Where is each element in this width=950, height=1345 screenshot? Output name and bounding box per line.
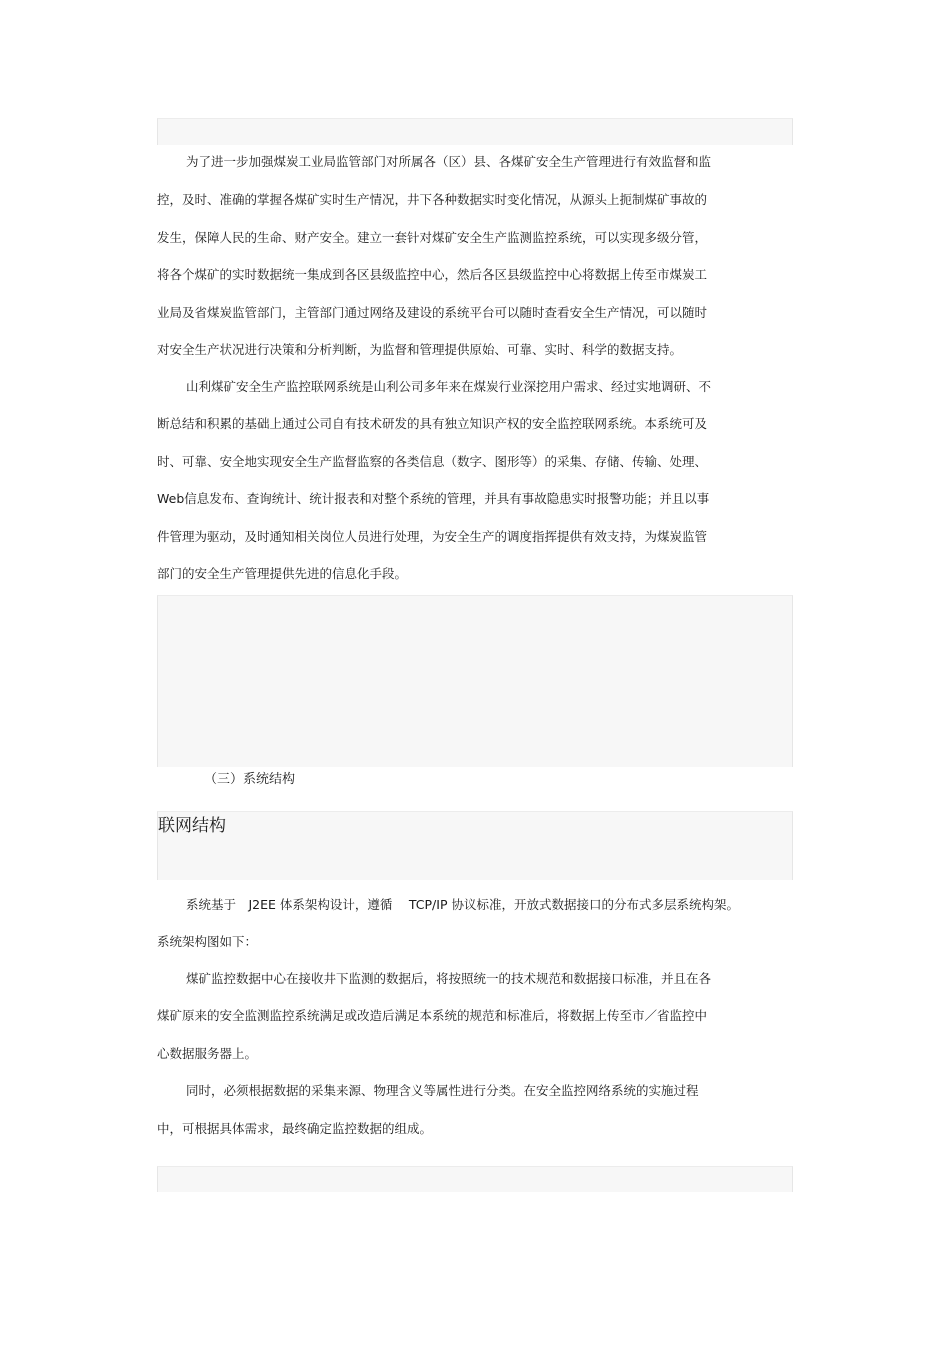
paragraph-5-line: 同时，必须根据数据的采集来源、物理含义等属性进行分类。在安全监控网络系统的实施过程 bbox=[186, 1083, 699, 1098]
paragraph-2-line: 件管理为驱动，及时通知相关岗位人员进行处理，为安全生产的调度指挥提供有效支持，为煤炭监管 bbox=[157, 529, 708, 544]
paragraph-1-line: 将各个煤矿的实时数据统一集成到各区县级监控中心，然后各区县级监控中心将数据上传至市煤炭工 bbox=[157, 267, 708, 282]
image-placeholder-structure bbox=[157, 811, 793, 880]
paragraph-1-line: 为了进一步加强煤炭工业局监管部门对所属各（区）县、各煤矿安全生产管理进行有效监督和监 bbox=[186, 154, 712, 169]
paragraph-4-line: 煤矿监控数据中心在接收井下监测的数据后，将按照统一的技术规范和数据接口标准，并且在各 bbox=[186, 971, 712, 986]
image-placeholder-top bbox=[157, 118, 793, 145]
paragraph-2-line: Web信息发布、查询统计、统计报表和对整个系统的管理，并具有事故隐患实时报警功能；并且以事 bbox=[157, 491, 710, 506]
image-placeholder-bottom bbox=[157, 1166, 793, 1192]
subsection-heading: 联网结构 bbox=[158, 816, 226, 836]
section-heading: （三）系统结构 bbox=[204, 772, 296, 787]
paragraph-2-line: 部门的安全生产管理提供先进的信息化手段。 bbox=[157, 566, 408, 581]
paragraph-2-line: 断总结和积累的基础上通过公司自有技术研发的具有独立知识产权的安全监控联网系统。本系统可及 bbox=[157, 416, 708, 431]
paragraph-5-line: 中，可根据具体需求，最终确定监控数据的组成。 bbox=[157, 1121, 433, 1136]
paragraph-1-line: 发生，保障人民的生命、财产安全。建立一套针对煤矿安全生产监测监控系统，可以实现多级分管， bbox=[157, 230, 708, 245]
paragraph-1-line: 对安全生产状况进行决策和分析判断，为监督和管理提供原始、可靠、实时、科学的数据支持。 bbox=[157, 342, 683, 357]
paragraph-2-line: 山利煤矿安全生产监控联网系统是山利公司多年来在煤炭行业深挖用户需求、经过实地调研、不 bbox=[186, 379, 712, 394]
paragraph-4-line: 煤矿原来的安全监测监控系统满足或改造后满足本系统的规范和标准后，将数据上传至市／省监控中 bbox=[157, 1008, 708, 1023]
paragraph-2-line: 时、可靠、安全地实现安全生产监督监察的各类信息（数字、图形等）的采集、存储、传输、处理、 bbox=[157, 454, 708, 469]
paragraph-1-line: 控，及时、准确的掌握各煤矿实时生产情况，井下各种数据实时变化情况，从源头上扼制煤矿事故的 bbox=[157, 192, 708, 207]
image-placeholder-middle bbox=[157, 595, 793, 767]
paragraph-3-line: 系统架构图如下： bbox=[157, 934, 258, 949]
paragraph-1-line: 业局及省煤炭监管部门，主管部门通过网络及建设的系统平台可以随时查看安全生产情况，可以随时 bbox=[157, 305, 708, 320]
paragraph-3-line: 系统基于 J2EE 体系架构设计，遵循 TCP/IP 协议标准，开放式数据接口的分布式多层系统构架。 bbox=[186, 897, 739, 912]
paragraph-4-line: 心数据服务器上。 bbox=[157, 1046, 258, 1061]
